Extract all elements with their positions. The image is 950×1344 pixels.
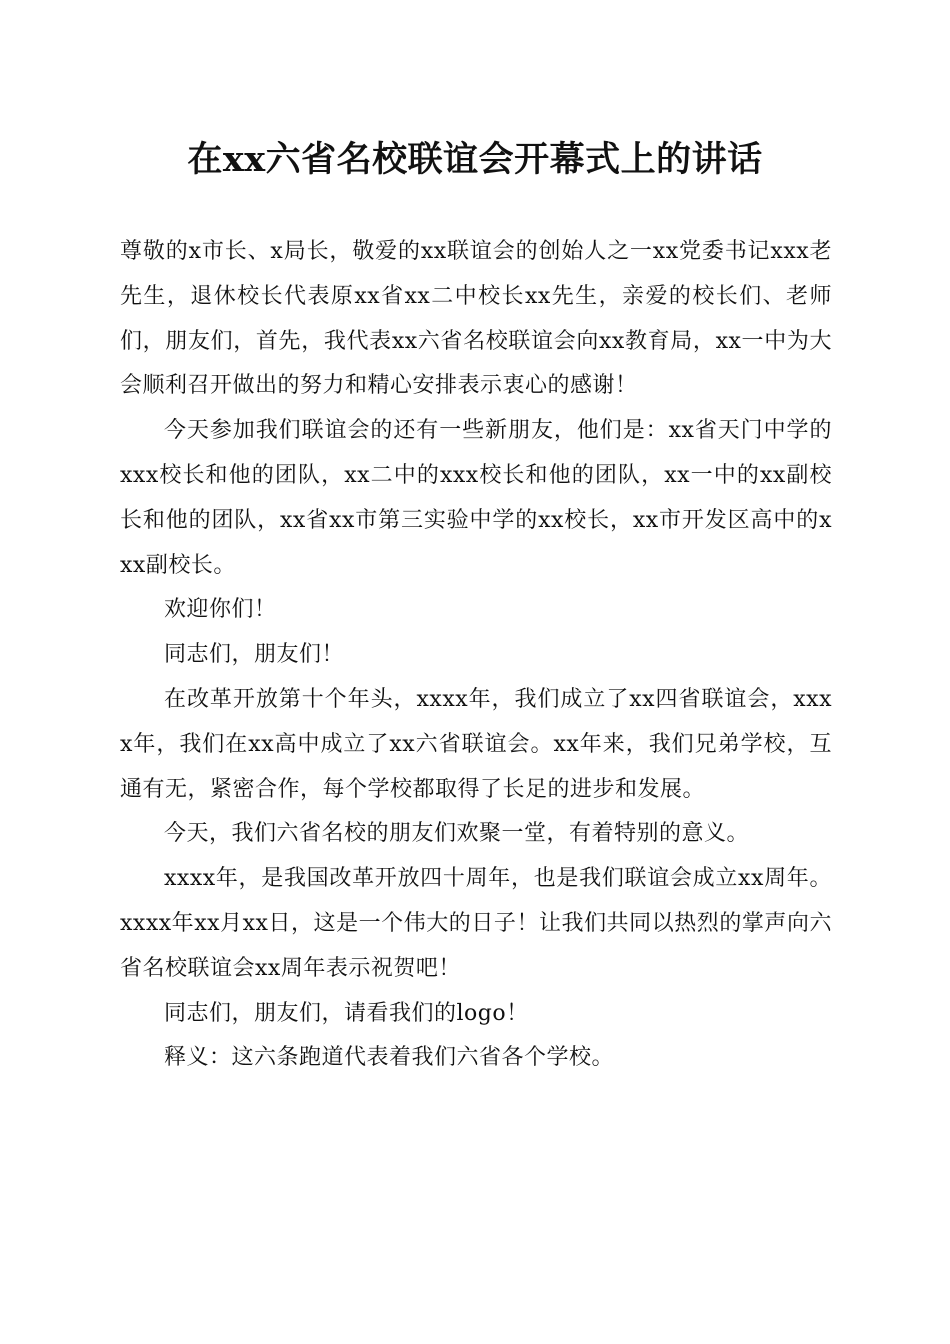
- paragraph-new-friends: 今天参加我们联谊会的还有一些新朋友，他们是：xx省天门中学的xxx校长和他的团队，xx二中的xxx校长和他的团队，xx一中的xx副校长和他的团队，xx省xx市第三实验中学的xx校长，xx市开发区高中的xxx副校长。: [120, 418, 832, 578]
- document-title: 在xx六省名校联谊会开幕式上的讲话: [187, 139, 763, 180]
- paragraph-address: 同志们，朋友们！: [164, 642, 345, 668]
- paragraph-anniversary: xxxx年，是我国改革开放四十周年，也是我们联谊会成立xx周年。xxxx年xx月xx日，这是一个伟大的日子！让我们共同以热烈的掌声向六省名校联谊会xx周年表示祝贺吧！: [120, 866, 832, 981]
- paragraph-logo-meaning: 释义：这六条跑道代表着我们六省各个学校。: [164, 1045, 615, 1071]
- paragraph-greeting: 尊敬的x市长、x局长，敬爱的xx联谊会的创始人之一xx党委书记xxx老先生，退休校长代表原xx省xx二中校长xx先生，亲爱的校长们、老师们，朋友们，首先，我代表xx六省名校联谊会向xx教育局，xx一中为大会顺利召开做出的努力和精心安排表示衷心的感谢！: [120, 239, 832, 399]
- paragraph-logo: 同志们，朋友们，请看我们的logo！: [164, 1000, 529, 1026]
- paragraph-welcome: 欢迎你们！: [164, 597, 277, 623]
- document-body: [120, 230, 832, 1081]
- paragraph-significance: 今天，我们六省名校的朋友们欢聚一堂，有着特别的意义。: [164, 821, 750, 847]
- paragraph-history: 在改革开放第十个年头，xxxx年，我们成立了xx四省联谊会，xxxx年，我们在xx高中成立了xx六省联谊会。xx年来，我们兄弟学校，互通有无，紧密合作，每个学校都取得了长足的进步和发展。: [120, 686, 832, 802]
